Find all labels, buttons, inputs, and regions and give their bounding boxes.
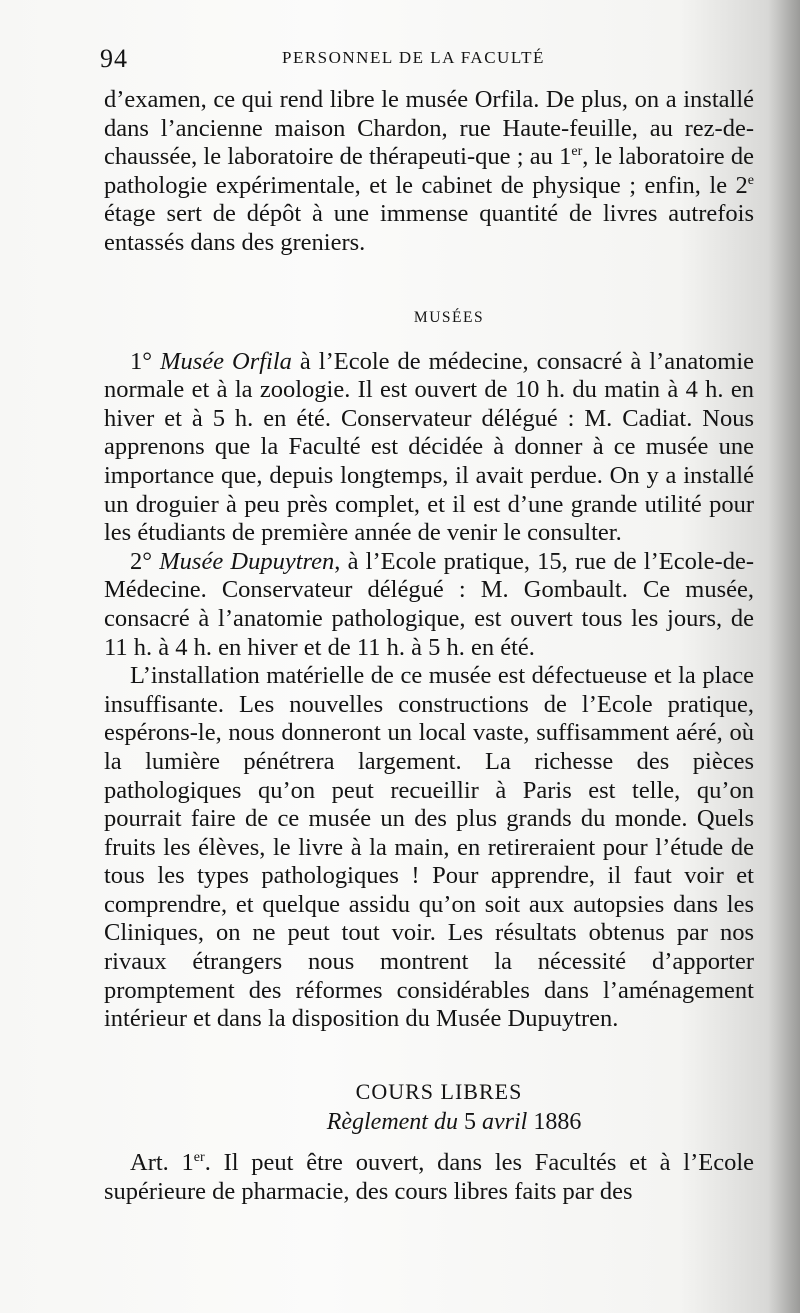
page-header [100, 44, 750, 74]
article-label: Art. 1 [130, 1149, 194, 1177]
item-number: 1° [130, 347, 161, 375]
intro-text-3: étage sert de dépôt à une immense quantité de livres autrefois entassés dans des greniers. [104, 200, 754, 256]
musee-dupuytren-text: , à l’Ecole pratique, 15, rue de l’Ecole-de-Médecine. Conservateur délégué : M. Gombault. Ce musée, consacré à l’anatomie pathologique, est ouvert tous les jours, de 11 h. à 4 h. en hiver et de 11 h. à 5 h. en été. [104, 547, 754, 661]
musee-dupuytren-paragraph [104, 548, 754, 662]
superscript-er: er [193, 1149, 205, 1165]
reglement-label: Règlement du [326, 1109, 464, 1136]
museum-name-orfila: Musée Orfila [160, 347, 292, 375]
intro-text-1: d’examen, ce qui rend libre le musée Orfila. De plus, on a installé dans l’ancienne maison Chardon, rue Haute-feuille, au rez-de-chaussée, le laboratoire de thérapeuti-que ; au 1 [104, 86, 754, 171]
article-1-paragraph [104, 1149, 754, 1206]
running-title: PERSONNEL DE LA FACULTÉ [282, 48, 545, 67]
superscript-e: e [747, 172, 754, 188]
superscript-er: er [571, 144, 583, 160]
section-title-cours-libres: COURS LIBRES [355, 1078, 523, 1104]
musee-orfila-paragraph [104, 348, 754, 548]
page-body [104, 86, 754, 1206]
section-title-musees: MUSÉES [413, 309, 485, 326]
reglement-year: 1886 [533, 1109, 582, 1136]
intro-text-2: , le laboratoire de pathologie expérimentale, et le cabinet de physique ; enfin, le 2 [104, 143, 754, 199]
reglement-heading [154, 1108, 754, 1137]
article-1-text: . Il peut être ouvert, dans les Facultés et à l’Ecole supérieure de pharmacie, des cours libres faits par des [104, 1149, 754, 1205]
intro-paragraph [104, 86, 754, 257]
musee-orfila-text: à l’Ecole de médecine, consacré à l’anatomie normale et à la zoologie. Il est ouvert de 10 h. du matin à 4 h. en hiver et à 5 h. en été. Conservateur délégué : M. Cadiat. Nous apprenons que la Faculté est décidée à donner à ce musée une importance que, depuis longtemps, il avait perdue. On y a installé un droguier à peu près complet, et il est d’une grande utilité pour les étudiants de première année de venir le consulter. [104, 347, 755, 547]
installation-paragraph: L’installation matérielle de ce musée est défectueuse et la place insuffisante. Les nouvelles constructions de l’Ecole pratique, espérons-le, nous donneront un local vaste, suffisamment aéré, où la lumière pénétrera largement. La richesse des pièces pathologiques qu’on peut recueillir à Paris est telle, qu’on pourrait faire de ce musée un des plus grands du monde. Quels fruits les élèves, le livre à la main, en retireraient pour l’étude de tous les types pathologiques ! Pour apprendre, il faut voir et comprendre, et quelque assidu qu’on soit aux autopsies dans les Cliniques, on ne peut tout voir. Les résultats obtenus par nos rivaux étrangers nous montrent la nécessité d’apporter promptement des réformes considérables dans l’aménagement intérieur et dans la disposition du Musée Dupuytren. [104, 662, 754, 1033]
museum-name-dupuytren: Musée Dupuytren [159, 547, 335, 575]
item-number: 2° [130, 547, 160, 575]
reglement-day: 5 [463, 1109, 476, 1136]
reglement-month: avril [475, 1109, 534, 1136]
page-number: 94 [100, 44, 128, 73]
